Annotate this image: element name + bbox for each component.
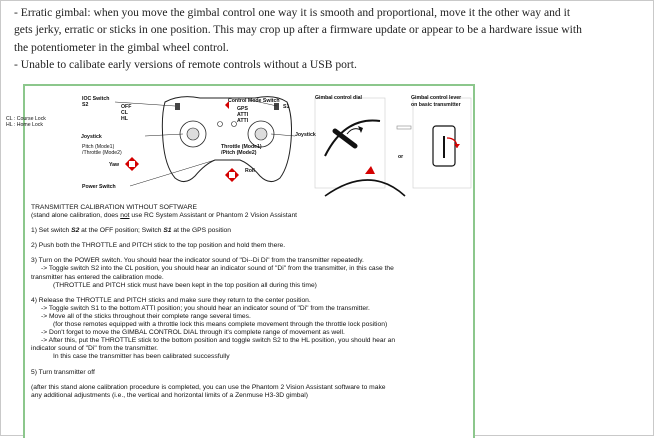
step-4f: -> After this, put the THROTTLE stick to the bottom position and toggle switch S2 to the HL position, you should hear an <box>41 337 396 345</box>
gimbal-lever-label-1: Gimbal control lever <box>411 95 462 101</box>
step-3d: (THROTTLE and PITCH stick must have been kept in the top position all during this time) <box>53 281 317 289</box>
atti-label-1: ATTI <box>237 112 249 118</box>
gimbal-lever-label-2: on basic transmitter <box>411 102 461 108</box>
transmitter-diagram <box>6 86 473 198</box>
step-3c: transmitter has entered the calibration mode. <box>31 273 164 281</box>
step1-pre: 1) Set switch <box>31 227 72 235</box>
or-label: or <box>398 154 404 160</box>
step-4c: -> Move all of the sticks throughout their complete range several times. <box>41 312 251 320</box>
off-label: OFF <box>121 104 132 110</box>
gimbal-dial-label: Gimbal control dial <box>315 95 362 101</box>
step-3b: -> Toggle switch S2 into the CL position, you should hear an indicator sound of "Di" from the transmitter, in this case the <box>41 265 394 273</box>
calibration-instructions <box>31 204 467 400</box>
yaw-label: Yaw <box>109 162 120 168</box>
calibration-figure <box>6 84 475 438</box>
subheading-post: use RC System Assistant or Phantom 2 Vision Assistant <box>129 212 298 220</box>
hl-label: HL <box>121 116 128 122</box>
step-3a: 3) Turn on the POWER switch. You should hear the indicator sound of "Di--Di Di" from the transmitter repeatedly. <box>31 257 364 265</box>
hl-legend: HL : Home Lock <box>6 122 43 129</box>
atti-label-2: ATTI <box>237 118 249 124</box>
subheading-pre: (stand alone calibration, does <box>31 212 121 220</box>
subheading-not: not <box>120 212 130 220</box>
throttle-mode1-label: Throttle (Mode1) <box>221 144 262 150</box>
intro-line-1: - Erratic gimbal: when you move the gimbal control one way it is smooth and proportional, move it the other way and it <box>14 6 571 19</box>
step-4b: -> Toggle switch S1 to the bottom ATTI position; you should hear an indicator sound of "Di" from the transmitter. <box>41 304 370 312</box>
mode-legend <box>6 116 46 129</box>
roll-label: Roll <box>245 168 255 174</box>
step-5: 5) Turn transmitter off <box>31 368 95 376</box>
pitch-mode2-label: /Pitch (Mode2) <box>221 150 257 156</box>
intro-text <box>14 4 644 74</box>
intro-line-2: gets jerky, erratic or sticks in one position. This may crop up after a firmware update or appear to be a hardware issue with <box>14 23 582 37</box>
after-note-2: any additional adjustments (i.e., the vertical and horizontal limits of a Zenmuse H3-3D gimbal) <box>31 391 308 399</box>
after-note-1: (after this stand alone calibration procedure is completed, you can use the Phantom 2 Vision Assistant software to make <box>31 383 386 391</box>
intro-line-4: - Unable to calibate early versions of remote controls without a USB port. <box>14 58 357 72</box>
step-2: 2) Push both the THROTTLE and PITCH stick to the top position and hold them there. <box>31 242 286 250</box>
pitch-mode1-label: Pitch (Mode1) <box>82 144 115 150</box>
joystick-left-label: Joystick <box>81 134 102 140</box>
step1-post: at the GPS position <box>171 227 231 235</box>
step-1 <box>31 227 467 235</box>
instructions-heading: TRANSMITTER CALIBRATION WITHOUT SOFTWARE <box>31 204 197 211</box>
control-mode-switch-label: Control Mode Switch <box>228 98 280 104</box>
step1-s2: S2 <box>71 227 80 235</box>
joystick-right-label: Joystick <box>295 132 316 138</box>
step-4a: 4) Release the THROTTLE and PITCH sticks and make sure they return to the center position. <box>31 296 311 304</box>
gps-label: GPS <box>237 106 248 112</box>
cl-label: CL <box>121 110 128 116</box>
step-4d: (for those remotes equipped with a throttle lock this means complete movement through the throttle lock position) <box>53 321 388 329</box>
cl-legend: CL : Course Lock <box>6 116 46 122</box>
instructions-subheading <box>31 212 467 220</box>
ioc-switch-label: IOC Switch <box>82 96 110 102</box>
step-4h: In this case the transmitter has been calibrated successfully <box>53 353 230 361</box>
step1-s1: S1 <box>163 227 172 235</box>
s2-label: S2 <box>82 102 89 108</box>
s1-label: S1 <box>283 104 290 110</box>
step-4g: indicator sound of "Di" from the transmitter. <box>31 345 159 353</box>
power-switch-label: Power Switch <box>82 184 116 190</box>
step1-mid: at the OFF position; Switch <box>79 227 164 235</box>
throttle-mode2-label: /Throttle (Mode2) <box>82 150 122 156</box>
step-4e: -> Don't forget to move the GIMBAL CONTROL DIAL through it's complete range of movement as well. <box>41 329 345 337</box>
intro-line-3: the potentiometer in the gimbal wheel control. <box>14 40 229 54</box>
